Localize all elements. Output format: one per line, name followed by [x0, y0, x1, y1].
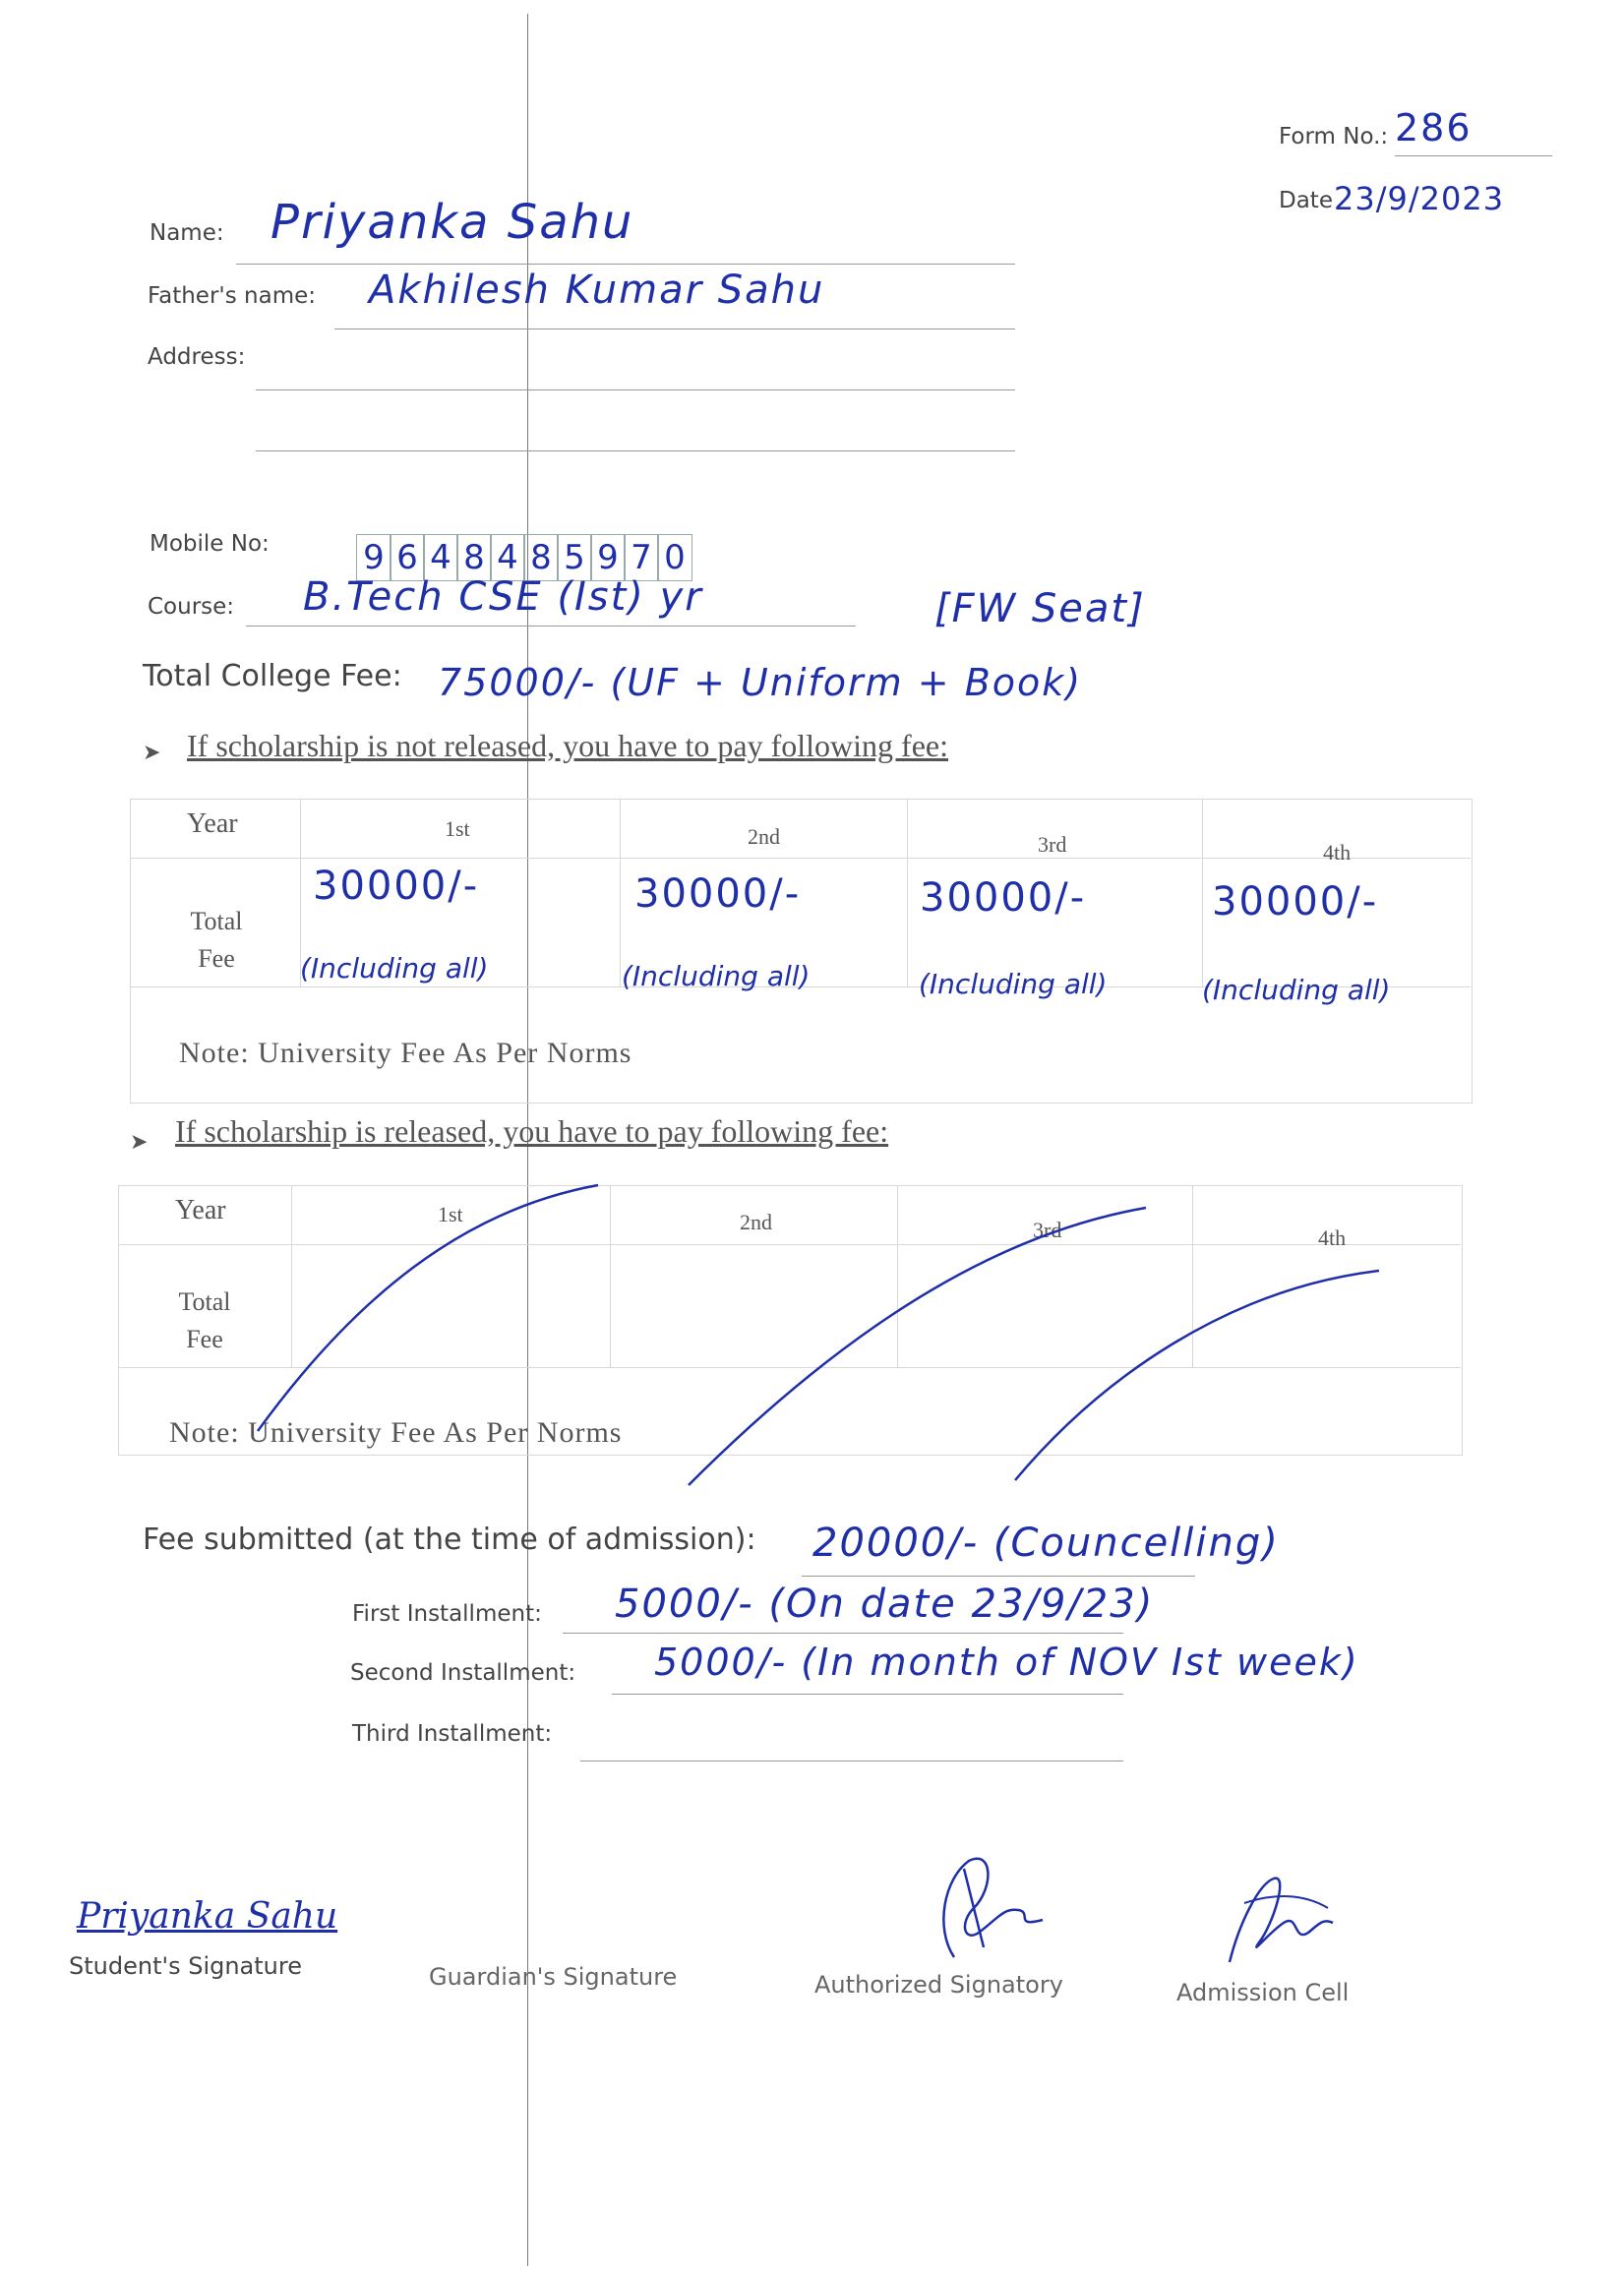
table1-fee-1: 30000/- — [313, 864, 480, 909]
table1-year-2: 2nd — [748, 824, 780, 849]
section1-heading: If scholarship is not released, you have to pay following fee: — [187, 728, 948, 763]
fee-table-scholarship — [118, 1185, 1463, 1456]
table2-year-1: 1st — [438, 1202, 463, 1226]
fee-submitted-line — [802, 1576, 1195, 1577]
table1-year-3: 3rd — [1038, 832, 1067, 857]
admission-cell-signature-scribble — [1215, 1864, 1343, 1982]
table2-row-line-2 — [118, 1367, 1461, 1368]
total-fee-value: 75000/- (UF + Uniform + Book) — [438, 661, 1083, 704]
table1-col-line-2 — [620, 799, 621, 986]
table2-year-2: 2nd — [740, 1210, 772, 1234]
mobile-digit-2: 6 — [390, 534, 425, 581]
second-installment-line — [612, 1694, 1123, 1695]
table1-fee-note-1: (Including all) — [300, 952, 489, 985]
second-installment-value: 5000/- (In month of NOV Ist week) — [654, 1641, 1359, 1684]
table1-year-4: 4th — [1323, 840, 1352, 865]
mobile-digit-5: 4 — [490, 534, 525, 581]
table2-col-line-4 — [1192, 1185, 1193, 1367]
mobile-digit-6: 8 — [523, 534, 559, 581]
table1-note: Note: University Fee As Per Norms — [179, 1037, 632, 1069]
first-installment-line — [563, 1633, 1123, 1634]
father-value: Akhilesh Kumar Sahu — [369, 268, 825, 313]
form-no-value: 286 — [1395, 106, 1473, 149]
table2-note: Note: University Fee As Per Norms — [169, 1416, 623, 1449]
father-line — [334, 328, 1015, 329]
table1-total-fee-label: Total Fee — [190, 907, 243, 973]
father-label: Father's name: — [148, 283, 317, 309]
table2-year-3: 3rd — [1033, 1218, 1062, 1242]
address-line-2 — [256, 450, 1015, 451]
table1-row-line-1 — [130, 858, 1471, 859]
course-label: Course: — [148, 594, 235, 620]
course-value: B.Tech CSE (Ist) yr — [303, 574, 703, 620]
table1-year-label: Year — [187, 808, 238, 839]
course-line — [246, 626, 856, 627]
mobile-digit-7: 5 — [557, 534, 592, 581]
admission-cell-label: Admission Cell — [1176, 1979, 1350, 2006]
mobile-digit-1: 9 — [356, 534, 391, 581]
table1-fee-3: 30000/- — [920, 875, 1087, 921]
section2-bullet: ➤ — [130, 1129, 149, 1154]
table1-fee-4: 30000/- — [1212, 879, 1379, 925]
form-no-label: Form No.: — [1279, 124, 1389, 149]
authorized-signature-scribble — [925, 1849, 1062, 1977]
mobile-digit-3: 4 — [423, 534, 458, 581]
authorized-signatory-label: Authorized Signatory — [814, 1971, 1063, 1999]
name-value: Priyanka Sahu — [271, 195, 634, 250]
fee-submitted-label: Fee submitted (at the time of admission): — [143, 1523, 756, 1557]
table1-fee-2: 30000/- — [634, 871, 802, 917]
student-signature-label: Student's Signature — [69, 1952, 302, 1980]
table1-fee-note-2: (Including all) — [622, 960, 811, 992]
guardian-signature-label: Guardian's Signature — [429, 1963, 678, 1991]
second-installment-label: Second Installment: — [350, 1660, 576, 1686]
section1-bullet: ➤ — [143, 740, 161, 764]
table2-row-line-1 — [118, 1244, 1461, 1245]
mobile-digit-9: 7 — [624, 534, 659, 581]
mobile-digit-8: 9 — [590, 534, 626, 581]
table2-col-line-3 — [897, 1185, 898, 1367]
course-note: [FW Seat] — [934, 586, 1146, 631]
mobile-label: Mobile No: — [150, 531, 270, 557]
mobile-digit-4: 8 — [456, 534, 492, 581]
form-no-line — [1395, 155, 1552, 156]
table1-year-1: 1st — [445, 816, 470, 841]
table2-col-line-1 — [291, 1185, 292, 1367]
section2-heading: If scholarship is released, you have to pay following fee: — [175, 1113, 889, 1149]
date-value: 23/9/2023 — [1334, 180, 1505, 217]
first-installment-value: 5000/- (On date 23/9/23) — [615, 1582, 1155, 1627]
fee-submitted-value: 20000/- (Councelling) — [812, 1521, 1280, 1566]
table2-year-4: 4th — [1318, 1225, 1347, 1250]
table1-fee-note-3: (Including all) — [919, 968, 1108, 1000]
first-installment-label: First Installment: — [352, 1601, 542, 1627]
table1-col-line-3 — [907, 799, 908, 986]
name-label: Name: — [150, 220, 224, 246]
table2-col-line-2 — [610, 1185, 611, 1367]
student-signature: Priyanka Sahu — [77, 1896, 338, 1937]
table2-year-label: Year — [175, 1195, 226, 1225]
table1-fee-note-4: (Including all) — [1202, 974, 1391, 1006]
mobile-digit-10: 0 — [657, 534, 692, 581]
address-label: Address: — [148, 344, 246, 370]
address-line-1 — [256, 389, 1015, 390]
date-label: Date — [1279, 188, 1333, 213]
third-installment-label: Third Installment: — [352, 1721, 553, 1747]
table1-col-line-4 — [1202, 799, 1203, 986]
total-fee-label: Total College Fee: — [143, 659, 402, 693]
table2-total-fee-label: Total Fee — [178, 1287, 231, 1353]
name-line — [236, 264, 1015, 265]
